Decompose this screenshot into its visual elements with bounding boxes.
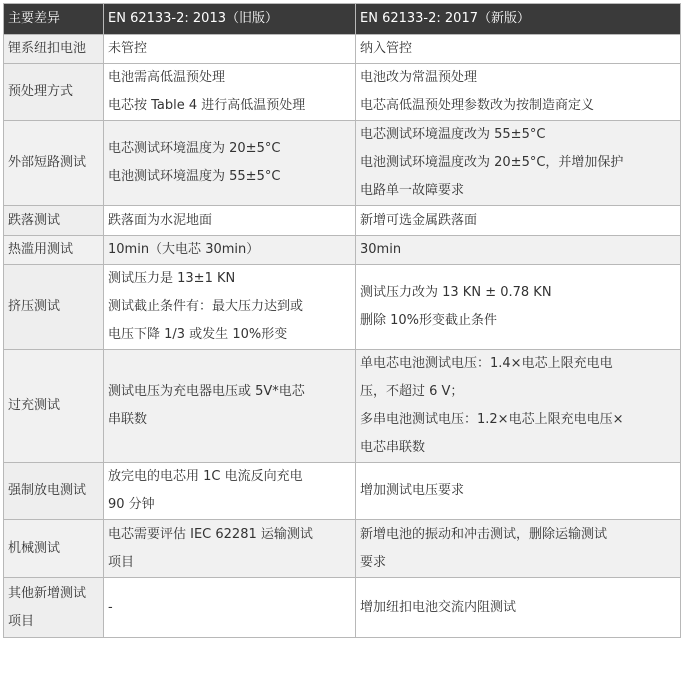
cell-line: 强制放电测试 — [8, 483, 87, 498]
table-row — [4, 463, 681, 520]
cell-line: 热滥用测试 — [8, 242, 74, 257]
cell-line: 挤压测试 — [8, 299, 61, 314]
cell-line: 电池测试环境温度改为 20±5°C，并增加保护 — [360, 155, 624, 170]
cell-line: 单电芯电池测试电压：1.4×电芯上限充电电 — [360, 356, 613, 371]
cell-new-version — [356, 578, 681, 638]
cell-old-version — [104, 64, 356, 121]
cell-line: 机械测试 — [8, 540, 61, 556]
cell-new-version — [356, 121, 681, 206]
cell-line: 压，不超过 6 V； — [360, 384, 464, 399]
cell-line: 电芯测试环境温度为 20±5°C — [108, 141, 281, 156]
cell-line: 电芯按 Table 4 进行高低温预处理 — [108, 98, 306, 113]
comparison-table — [3, 3, 681, 638]
cell-line: 电路单一故障要求 — [360, 183, 465, 198]
cell-old-version — [104, 578, 356, 638]
cell-line: 跌落测试 — [8, 212, 61, 228]
cell-line: 要求 — [360, 554, 387, 570]
table-row — [4, 121, 681, 206]
cell-line: 多串电池测试电压：1.2×电芯上限充电电压× — [360, 412, 624, 427]
cell-new-version — [356, 64, 681, 121]
cell-item — [4, 236, 104, 265]
cell-new-version — [356, 520, 681, 578]
cell-line: 电芯高低温预处理参数改为按制造商定义 — [360, 98, 595, 113]
cell-line: 新增可选金属跌落面 — [360, 212, 478, 228]
cell-old-version — [104, 121, 356, 206]
cell-new-version — [356, 236, 681, 265]
cell-line: 电池需高低温预处理 — [108, 70, 226, 85]
cell-line: 10min（大电芯 30min） — [108, 242, 260, 257]
cell-line: - — [108, 599, 113, 615]
table-body — [4, 35, 681, 638]
cell-line: 未管控 — [108, 41, 148, 56]
cell-line: 增加纽扣电池交流内阻测试 — [360, 599, 517, 615]
table-row — [4, 265, 681, 350]
table-row — [4, 350, 681, 463]
cell-old-version — [104, 35, 356, 64]
table-row — [4, 206, 681, 236]
cell-line: 测试压力是 13±1 KN — [108, 271, 236, 286]
cell-line: 电芯需要评估 IEC 62281 运输测试 — [108, 526, 313, 542]
cell-item — [4, 64, 104, 121]
cell-line: 其他新增测试 — [8, 585, 87, 601]
cell-line: 电芯测试环境温度改为 55±5°C — [360, 127, 546, 142]
cell-item — [4, 265, 104, 350]
cell-line: 项目 — [108, 554, 135, 570]
cell-line: 测试电压为充电器电压或 5V*电芯 — [108, 384, 305, 399]
cell-line: 电池改为常温预处理 — [360, 70, 478, 85]
cell-old-version — [104, 236, 356, 265]
cell-line: 30min — [360, 242, 402, 257]
cell-new-version — [356, 463, 681, 520]
cell-line: 电压下降 1/3 或发生 10%形变 — [108, 327, 288, 342]
cell-line: 测试压力改为 13 KN ± 0.78 KN — [360, 285, 552, 300]
cell-line: 外部短路测试 — [8, 155, 87, 170]
header-main-differences: 主要差异 — [4, 4, 104, 35]
cell-line: 锂系纽扣电池 — [8, 41, 87, 56]
cell-item — [4, 206, 104, 236]
cell-line: 增加测试电压要求 — [360, 483, 465, 498]
cell-new-version — [356, 206, 681, 236]
header-new-version: EN 62133-2: 2017（新版） — [356, 4, 681, 35]
cell-old-version — [104, 265, 356, 350]
table-row — [4, 236, 681, 265]
cell-line: 电芯串联数 — [360, 440, 426, 455]
table-row — [4, 578, 681, 638]
cell-line: 90 分钟 — [108, 497, 155, 512]
cell-new-version — [356, 350, 681, 463]
cell-line: 删除 10%形变截止条件 — [360, 313, 498, 328]
cell-line: 电池测试环境温度为 55±5°C — [108, 169, 281, 184]
cell-line: 测试截止条件有：最大压力达到或 — [108, 299, 304, 314]
cell-item — [4, 520, 104, 578]
table-row — [4, 520, 681, 578]
header-row — [4, 4, 681, 35]
cell-line: 项目 — [8, 613, 35, 629]
cell-new-version — [356, 35, 681, 64]
table-row — [4, 35, 681, 64]
table-row — [4, 64, 681, 121]
cell-new-version — [356, 265, 681, 350]
cell-item — [4, 350, 104, 463]
cell-item — [4, 121, 104, 206]
cell-item — [4, 578, 104, 638]
cell-item — [4, 35, 104, 64]
cell-old-version — [104, 520, 356, 578]
cell-line: 新增电池的振动和冲击测试，删除运输测试 — [360, 526, 608, 542]
cell-line: 放完电的电芯用 1C 电流反向充电 — [108, 469, 303, 484]
cell-line: 纳入管控 — [360, 41, 413, 56]
header-old-version: EN 62133-2: 2013（旧版） — [104, 4, 356, 35]
cell-line: 串联数 — [108, 412, 148, 427]
cell-old-version — [104, 206, 356, 236]
cell-line: 跌落面为水泥地面 — [108, 212, 213, 228]
cell-old-version — [104, 463, 356, 520]
cell-line: 预处理方式 — [8, 84, 74, 99]
cell-line: 过充测试 — [8, 398, 61, 413]
cell-item — [4, 463, 104, 520]
cell-old-version — [104, 350, 356, 463]
